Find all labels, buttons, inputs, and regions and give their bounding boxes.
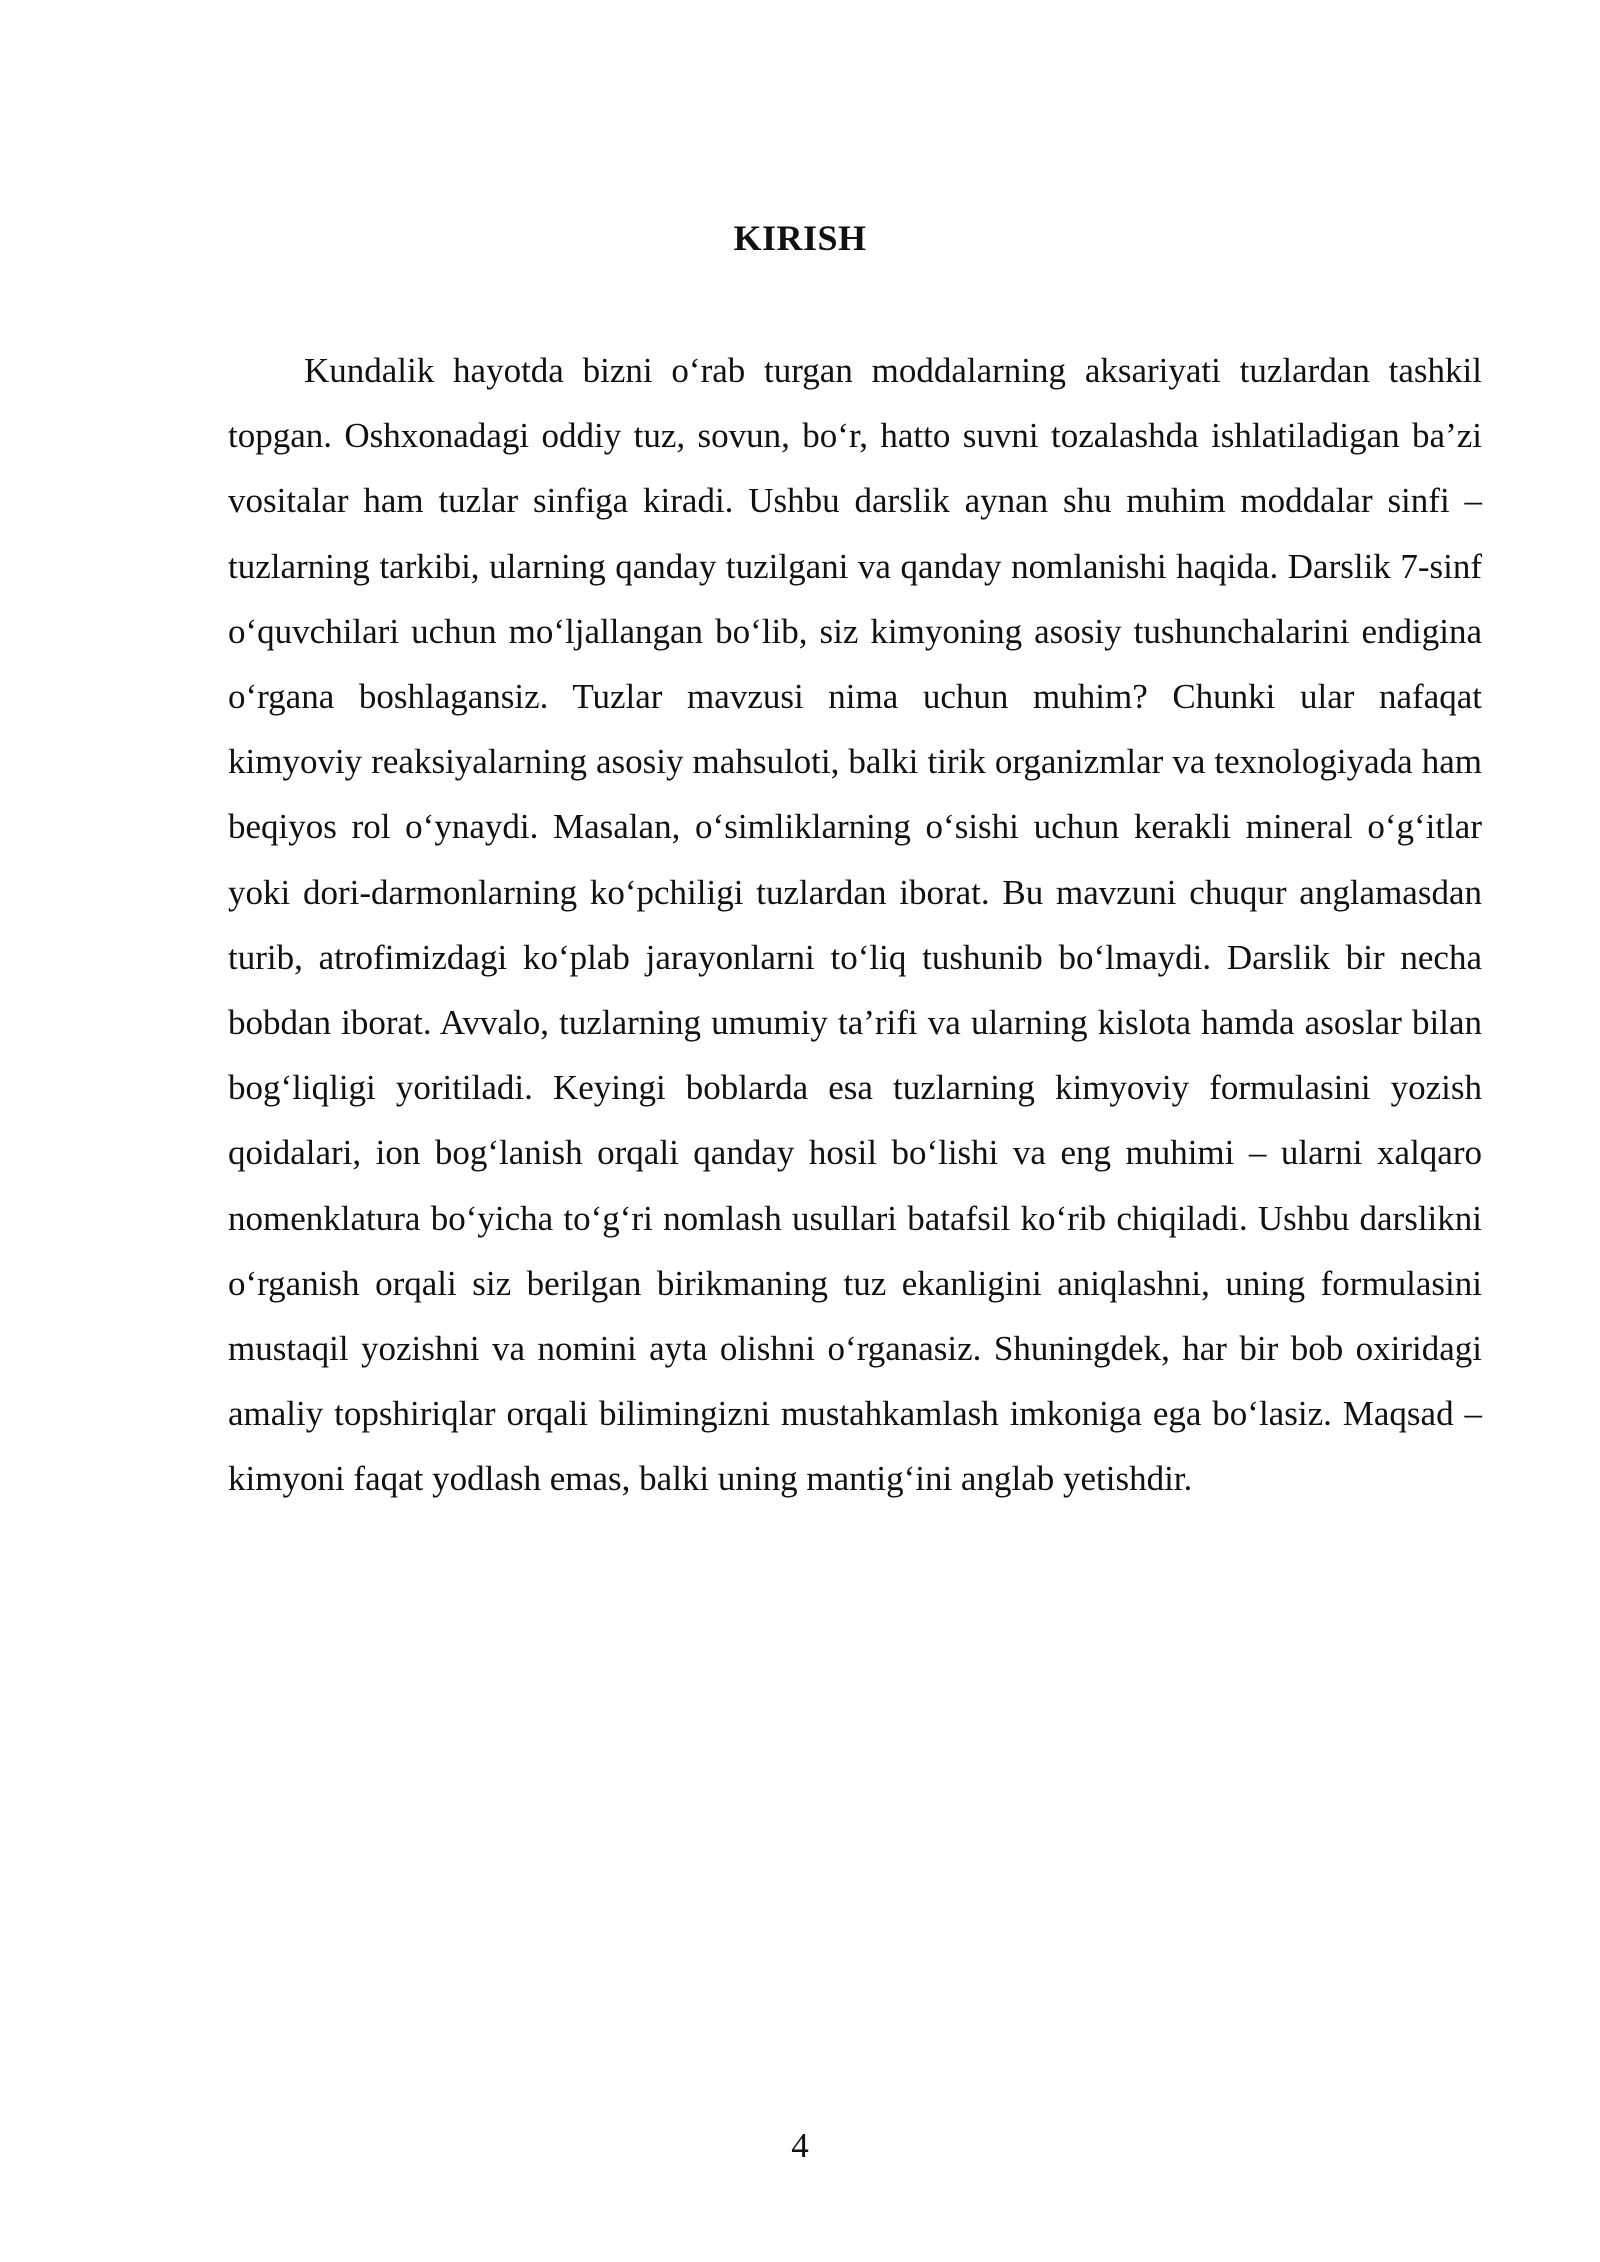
page-number: 4 [791,2126,809,2165]
section-heading: KIRISH [733,218,867,258]
intro-paragraph: Kundalik hayotda bizni o‘rab turgan moddalarning aksariyati tuzlardan tashkil topgan. Oshxonadagi oddiy tuz, sovun, bo‘r, hatto suvni tozalashda ishlatiladigan ba’zi vositalar ham tuzlar sinfiga kiradi. Ushbu darslik aynan shu muhim moddalar sinfi – tuzlarning tarkibi, ularning qanday tuzilgani va qanday nomlanishi haqida. Darslik 7-sinf o‘quvchilari uchun mo‘ljallangan bo‘lib, siz kimyoning asosiy tushunchalarini endigina o‘rgana boshlagansiz. Tuzlar mavzusi nima uchun muhim? Chunki ular nafaqat kimyoviy reaksiyalarning asosiy mahsuloti, balki tirik organizmlar va texnologiyada ham beqiyos rol o‘ynaydi. Masalan, o‘simliklarning o‘sishi uchun kerakli mineral o‘g‘itlar yoki dori-darmonlarning ko‘pchiligi tuzlardan iborat. Bu mavzuni chuqur anglamasdan turib, atrofimizdagi ko‘plab jarayonlarni to‘liq tushunib bo‘lmaydi. Darslik bir necha bobdan iborat. Avvalo, tuzlarning umumiy ta’rifi va ularning kislota hamda asoslar bilan bog‘liqligi yoritiladi. Keyingi boblarda esa tuzlarning kimyoviy formulasini yozish qoidalari, ion bog‘lanish orqali qanday hosil bo‘lishi va eng muhimi – ularni xalqaro nomenklatura bo‘yicha to‘g‘ri nomlash usullari batafsil ko‘rib chiqiladi. Ushbu darslikni o‘rganish orqali siz berilgan birikmaning tuz ekanligini aniqlashni, uning formulasini mustaqil yozishni va nomini ayta olishni o‘rganasiz. Shuningdek, har bir bob oxiridagi amaliy topshiriqlar orqali bilimingizni mustahkamlash imkoniga ega bo‘lasiz. Maqsad – kimyoni faqat yodlash emas, balki uning mantig‘ini anglab yetishdir. [228,351,1482,1499]
